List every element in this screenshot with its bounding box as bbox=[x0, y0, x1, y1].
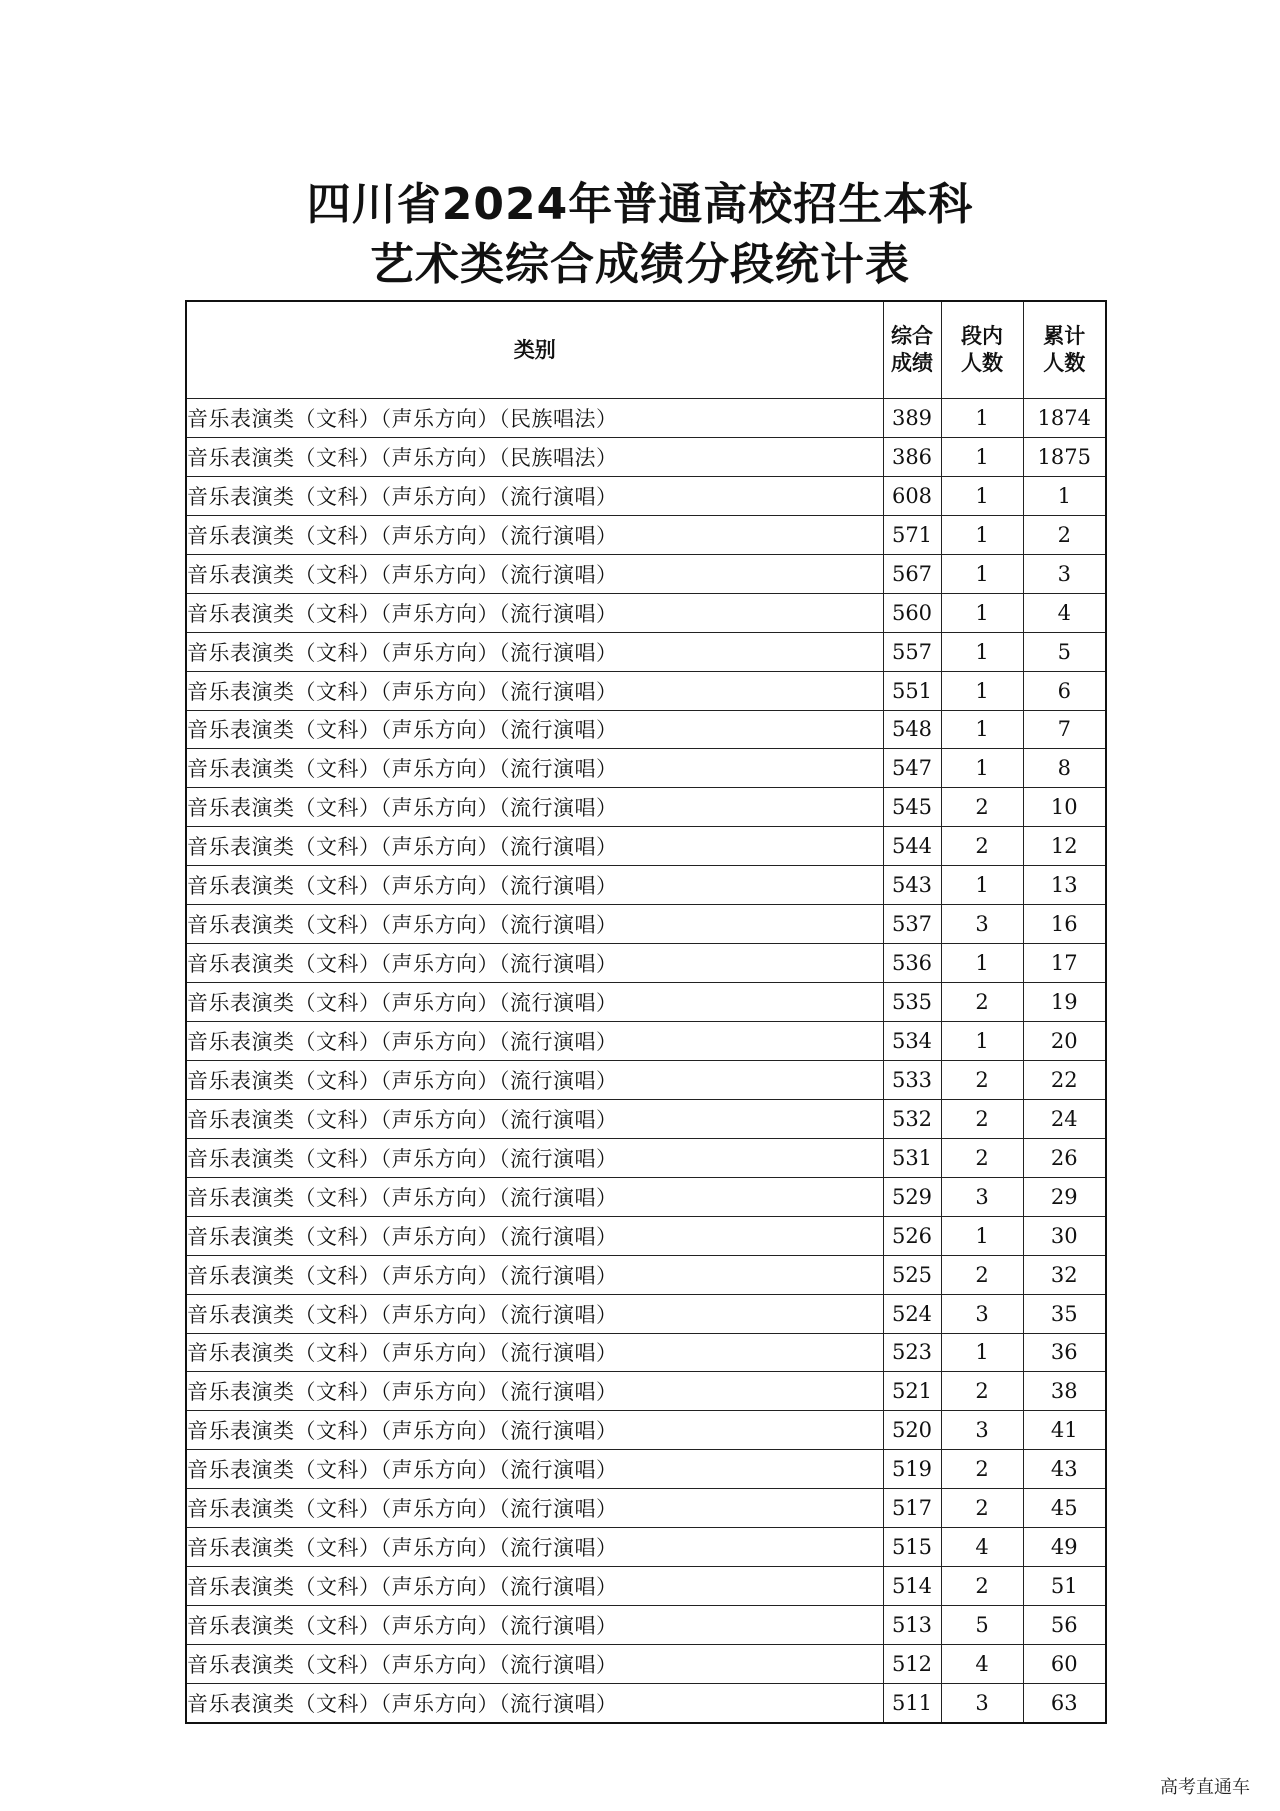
category-cell: 音乐表演类（文科）（声乐方向）（流行演唱） bbox=[186, 671, 883, 710]
count-cell: 1 bbox=[941, 515, 1023, 554]
cumulative-cell: 63 bbox=[1023, 1683, 1106, 1722]
table-row bbox=[186, 554, 1106, 593]
score-cell: 512 bbox=[883, 1645, 941, 1684]
table-row bbox=[186, 671, 1106, 710]
category-cell: 音乐表演类（文科）（声乐方向）（流行演唱） bbox=[186, 1060, 883, 1099]
cumulative-cell: 1874 bbox=[1023, 399, 1106, 438]
header-score-line2: 成绩 bbox=[891, 351, 933, 375]
cumulative-cell: 56 bbox=[1023, 1606, 1106, 1645]
score-cell: 545 bbox=[883, 788, 941, 827]
count-cell: 1 bbox=[941, 1022, 1023, 1061]
category-cell: 音乐表演类（文科）（声乐方向）（流行演唱） bbox=[186, 788, 883, 827]
table-row bbox=[186, 1060, 1106, 1099]
category-cell: 音乐表演类（文科）（声乐方向）（流行演唱） bbox=[186, 1294, 883, 1333]
cumulative-cell: 5 bbox=[1023, 632, 1106, 671]
count-cell: 2 bbox=[941, 788, 1023, 827]
cumulative-cell: 6 bbox=[1023, 671, 1106, 710]
page-title-line1: 四川省2024年普通高校招生本科 bbox=[306, 179, 974, 230]
header-category: 类别 bbox=[186, 301, 883, 399]
table-header bbox=[186, 301, 1106, 399]
count-cell: 2 bbox=[941, 1099, 1023, 1138]
count-cell: 2 bbox=[941, 1567, 1023, 1606]
category-cell: 音乐表演类（文科）（声乐方向）（流行演唱） bbox=[186, 983, 883, 1022]
category-cell: 音乐表演类（文科）（声乐方向）（流行演唱） bbox=[186, 476, 883, 515]
count-cell: 3 bbox=[941, 1294, 1023, 1333]
header-score-line1: 综合 bbox=[891, 324, 933, 348]
header-cumulative bbox=[1023, 301, 1106, 399]
category-cell: 音乐表演类（文科）（声乐方向）（流行演唱） bbox=[186, 1450, 883, 1489]
table-row bbox=[186, 1411, 1106, 1450]
table-row bbox=[186, 437, 1106, 476]
score-cell: 526 bbox=[883, 1216, 941, 1255]
table-row bbox=[186, 593, 1106, 632]
table-row bbox=[186, 710, 1106, 749]
cumulative-cell: 30 bbox=[1023, 1216, 1106, 1255]
score-cell: 515 bbox=[883, 1528, 941, 1567]
table-row bbox=[186, 1099, 1106, 1138]
table-row bbox=[186, 1294, 1106, 1333]
cumulative-cell: 45 bbox=[1023, 1489, 1106, 1528]
score-cell: 547 bbox=[883, 749, 941, 788]
header-count-line2: 人数 bbox=[961, 351, 1003, 375]
table-row bbox=[186, 399, 1106, 438]
category-cell: 音乐表演类（文科）（声乐方向）（流行演唱） bbox=[186, 1138, 883, 1177]
table-row bbox=[186, 1489, 1106, 1528]
count-cell: 3 bbox=[941, 1177, 1023, 1216]
table-row bbox=[186, 1333, 1106, 1372]
score-cell: 389 bbox=[883, 399, 941, 438]
count-cell: 3 bbox=[941, 1411, 1023, 1450]
score-cell: 551 bbox=[883, 671, 941, 710]
table-row bbox=[186, 1255, 1106, 1294]
table-row bbox=[186, 1567, 1106, 1606]
score-cell: 548 bbox=[883, 710, 941, 749]
score-cell: 543 bbox=[883, 866, 941, 905]
count-cell: 2 bbox=[941, 1255, 1023, 1294]
cumulative-cell: 20 bbox=[1023, 1022, 1106, 1061]
table-row bbox=[186, 1606, 1106, 1645]
count-cell: 4 bbox=[941, 1528, 1023, 1567]
cumulative-cell: 3 bbox=[1023, 554, 1106, 593]
count-cell: 2 bbox=[941, 1450, 1023, 1489]
count-cell: 2 bbox=[941, 1372, 1023, 1411]
table-row bbox=[186, 866, 1106, 905]
category-cell: 音乐表演类（文科）（声乐方向）（流行演唱） bbox=[186, 710, 883, 749]
category-cell: 音乐表演类（文科）（声乐方向）（流行演唱） bbox=[186, 1683, 883, 1722]
header-count bbox=[941, 301, 1023, 399]
table-row bbox=[186, 1528, 1106, 1567]
score-cell: 571 bbox=[883, 515, 941, 554]
count-cell: 2 bbox=[941, 1060, 1023, 1099]
table-row bbox=[186, 905, 1106, 944]
score-distribution-table bbox=[185, 300, 1107, 1724]
table-row bbox=[186, 788, 1106, 827]
cumulative-cell: 35 bbox=[1023, 1294, 1106, 1333]
cumulative-cell: 36 bbox=[1023, 1333, 1106, 1372]
page-title-line2: 艺术类综合成绩分段统计表 bbox=[370, 239, 910, 290]
category-cell: 音乐表演类（文科）（声乐方向）（流行演唱） bbox=[186, 1489, 883, 1528]
count-cell: 1 bbox=[941, 632, 1023, 671]
category-cell: 音乐表演类（文科）（声乐方向）（流行演唱） bbox=[186, 1567, 883, 1606]
score-cell: 557 bbox=[883, 632, 941, 671]
cumulative-cell: 10 bbox=[1023, 788, 1106, 827]
category-cell: 音乐表演类（文科）（声乐方向）（流行演唱） bbox=[186, 1372, 883, 1411]
table-row bbox=[186, 1645, 1106, 1684]
score-cell: 524 bbox=[883, 1294, 941, 1333]
table-row bbox=[186, 1372, 1106, 1411]
count-cell: 1 bbox=[941, 710, 1023, 749]
count-cell: 2 bbox=[941, 983, 1023, 1022]
category-cell: 音乐表演类（文科）（声乐方向）（民族唱法） bbox=[186, 437, 883, 476]
cumulative-cell: 32 bbox=[1023, 1255, 1106, 1294]
score-cell: 537 bbox=[883, 905, 941, 944]
count-cell: 3 bbox=[941, 1683, 1023, 1722]
count-cell: 4 bbox=[941, 1645, 1023, 1684]
score-cell: 513 bbox=[883, 1606, 941, 1645]
header-cumulative-line1: 累计 bbox=[1043, 324, 1086, 348]
category-cell: 音乐表演类（文科）（声乐方向）（流行演唱） bbox=[186, 1099, 883, 1138]
cumulative-cell: 60 bbox=[1023, 1645, 1106, 1684]
category-cell: 音乐表演类（文科）（声乐方向）（民族唱法） bbox=[186, 399, 883, 438]
category-cell: 音乐表演类（文科）（声乐方向）（流行演唱） bbox=[186, 1177, 883, 1216]
category-cell: 音乐表演类（文科）（声乐方向）（流行演唱） bbox=[186, 944, 883, 983]
score-cell: 608 bbox=[883, 476, 941, 515]
score-cell: 534 bbox=[883, 1022, 941, 1061]
header-count-line1: 段内 bbox=[961, 324, 1003, 348]
score-cell: 567 bbox=[883, 554, 941, 593]
score-cell: 533 bbox=[883, 1060, 941, 1099]
table-row bbox=[186, 1177, 1106, 1216]
count-cell: 1 bbox=[941, 399, 1023, 438]
category-cell: 音乐表演类（文科）（声乐方向）（流行演唱） bbox=[186, 905, 883, 944]
category-cell: 音乐表演类（文科）（声乐方向）（流行演唱） bbox=[186, 515, 883, 554]
score-cell: 523 bbox=[883, 1333, 941, 1372]
count-cell: 1 bbox=[941, 437, 1023, 476]
category-cell: 音乐表演类（文科）（声乐方向）（流行演唱） bbox=[186, 1606, 883, 1645]
count-cell: 1 bbox=[941, 1333, 1023, 1372]
score-cell: 529 bbox=[883, 1177, 941, 1216]
count-cell: 1 bbox=[941, 749, 1023, 788]
score-cell: 560 bbox=[883, 593, 941, 632]
score-cell: 532 bbox=[883, 1099, 941, 1138]
table-row bbox=[186, 827, 1106, 866]
category-cell: 音乐表演类（文科）（声乐方向）（流行演唱） bbox=[186, 749, 883, 788]
count-cell: 5 bbox=[941, 1606, 1023, 1645]
category-cell: 音乐表演类（文科）（声乐方向）（流行演唱） bbox=[186, 827, 883, 866]
table-row bbox=[186, 944, 1106, 983]
category-cell: 音乐表演类（文科）（声乐方向）（流行演唱） bbox=[186, 1333, 883, 1372]
cumulative-cell: 24 bbox=[1023, 1099, 1106, 1138]
cumulative-cell: 26 bbox=[1023, 1138, 1106, 1177]
score-cell: 514 bbox=[883, 1567, 941, 1606]
cumulative-cell: 13 bbox=[1023, 866, 1106, 905]
table-row bbox=[186, 1022, 1106, 1061]
score-cell: 517 bbox=[883, 1489, 941, 1528]
category-cell: 音乐表演类（文科）（声乐方向）（流行演唱） bbox=[186, 554, 883, 593]
cumulative-cell: 41 bbox=[1023, 1411, 1106, 1450]
footer-brand: 高考直通车 bbox=[1160, 1777, 1250, 1798]
score-cell: 521 bbox=[883, 1372, 941, 1411]
count-cell: 1 bbox=[941, 1216, 1023, 1255]
count-cell: 1 bbox=[941, 554, 1023, 593]
table-body bbox=[186, 399, 1106, 1723]
table-row bbox=[186, 632, 1106, 671]
category-cell: 音乐表演类（文科）（声乐方向）（流行演唱） bbox=[186, 1645, 883, 1684]
category-cell: 音乐表演类（文科）（声乐方向）（流行演唱） bbox=[186, 866, 883, 905]
cumulative-cell: 43 bbox=[1023, 1450, 1106, 1489]
count-cell: 1 bbox=[941, 476, 1023, 515]
count-cell: 1 bbox=[941, 866, 1023, 905]
header-row bbox=[186, 301, 1106, 399]
cumulative-cell: 16 bbox=[1023, 905, 1106, 944]
count-cell: 1 bbox=[941, 671, 1023, 710]
table-row bbox=[186, 1450, 1106, 1489]
category-cell: 音乐表演类（文科）（声乐方向）（流行演唱） bbox=[186, 1216, 883, 1255]
table-row bbox=[186, 1138, 1106, 1177]
category-cell: 音乐表演类（文科）（声乐方向）（流行演唱） bbox=[186, 1255, 883, 1294]
cumulative-cell: 29 bbox=[1023, 1177, 1106, 1216]
cumulative-cell: 1875 bbox=[1023, 437, 1106, 476]
category-cell: 音乐表演类（文科）（声乐方向）（流行演唱） bbox=[186, 1528, 883, 1567]
category-cell: 音乐表演类（文科）（声乐方向）（流行演唱） bbox=[186, 1022, 883, 1061]
table-row bbox=[186, 1216, 1106, 1255]
score-cell: 544 bbox=[883, 827, 941, 866]
cumulative-cell: 51 bbox=[1023, 1567, 1106, 1606]
header-score bbox=[883, 301, 941, 399]
count-cell: 1 bbox=[941, 944, 1023, 983]
score-cell: 531 bbox=[883, 1138, 941, 1177]
cumulative-cell: 7 bbox=[1023, 710, 1106, 749]
score-cell: 519 bbox=[883, 1450, 941, 1489]
category-cell: 音乐表演类（文科）（声乐方向）（流行演唱） bbox=[186, 1411, 883, 1450]
category-cell: 音乐表演类（文科）（声乐方向）（流行演唱） bbox=[186, 593, 883, 632]
score-cell: 386 bbox=[883, 437, 941, 476]
count-cell: 2 bbox=[941, 1489, 1023, 1528]
table-row bbox=[186, 983, 1106, 1022]
count-cell: 2 bbox=[941, 827, 1023, 866]
table-row bbox=[186, 749, 1106, 788]
category-cell: 音乐表演类（文科）（声乐方向）（流行演唱） bbox=[186, 632, 883, 671]
cumulative-cell: 1 bbox=[1023, 476, 1106, 515]
cumulative-cell: 22 bbox=[1023, 1060, 1106, 1099]
table-row bbox=[186, 515, 1106, 554]
score-cell: 525 bbox=[883, 1255, 941, 1294]
header-cumulative-line2: 人数 bbox=[1043, 351, 1086, 375]
count-cell: 3 bbox=[941, 905, 1023, 944]
cumulative-cell: 12 bbox=[1023, 827, 1106, 866]
cumulative-cell: 38 bbox=[1023, 1372, 1106, 1411]
cumulative-cell: 4 bbox=[1023, 593, 1106, 632]
cumulative-cell: 49 bbox=[1023, 1528, 1106, 1567]
score-cell: 536 bbox=[883, 944, 941, 983]
score-cell: 535 bbox=[883, 983, 941, 1022]
score-cell: 511 bbox=[883, 1683, 941, 1722]
count-cell: 2 bbox=[941, 1138, 1023, 1177]
cumulative-cell: 2 bbox=[1023, 515, 1106, 554]
count-cell: 1 bbox=[941, 593, 1023, 632]
cumulative-cell: 19 bbox=[1023, 983, 1106, 1022]
table-row bbox=[186, 476, 1106, 515]
cumulative-cell: 8 bbox=[1023, 749, 1106, 788]
table-row bbox=[186, 1683, 1106, 1722]
score-cell: 520 bbox=[883, 1411, 941, 1450]
cumulative-cell: 17 bbox=[1023, 944, 1106, 983]
